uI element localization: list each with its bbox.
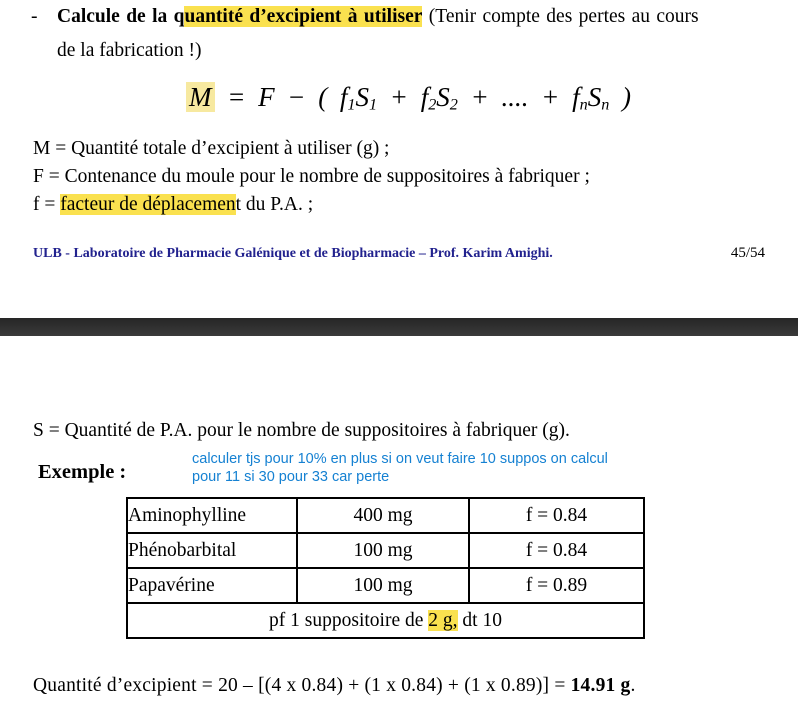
annotation-line-1: calculer tjs pour 10% en plus si on veut faire 10 suppos on calcul <box>192 451 608 467</box>
table-footer-post: dt 10 <box>457 609 502 631</box>
table-footer-pre: pf 1 suppositoire de <box>269 609 429 631</box>
cell-factor: f = 0.84 <box>469 498 644 533</box>
cell-substance: Aminophylline <box>127 498 297 533</box>
heading-tail: (Tenir compte des pertes au cours <box>422 6 699 27</box>
formula-m: M <box>186 82 215 112</box>
cell-dose: 100 mg <box>297 568 469 603</box>
definition-f-capacity: F = Contenance du moule pour le nombre de suppositoires à fabriquer ; <box>33 166 590 187</box>
definition-f-factor-post: t du P.A. ; <box>235 194 314 215</box>
table-row <box>127 533 644 568</box>
page-number: 45/54 <box>730 245 765 261</box>
table-footer-row <box>127 603 644 638</box>
result-period: . <box>630 675 636 696</box>
exemple-label: Exemple : <box>38 461 127 483</box>
annotation-line-2: pour 11 si 30 pour 33 car perte <box>192 468 390 485</box>
definition-f-factor-highlight: facteur de déplacemen <box>60 194 236 215</box>
heading-highlight: uantité d’excipient à utiliser <box>184 6 423 27</box>
cell-substance: Papavérine <box>127 568 297 603</box>
excipient-table <box>126 497 645 639</box>
cell-factor: f = 0.89 <box>469 568 644 603</box>
table-footer-highlight: 2 g, <box>428 609 458 631</box>
cell-dose: 100 mg <box>297 533 469 568</box>
heading-line-1 <box>57 6 765 28</box>
cell-factor: f = 0.84 <box>469 533 644 568</box>
heading-line-2: de la fabrication !) <box>57 40 202 61</box>
result-line <box>33 675 636 697</box>
slide-divider-bar <box>0 318 798 336</box>
definition-f-factor-pre: f = <box>33 194 61 215</box>
definition-s: S = Quantité de P.A. pour le nombre de suppositoires à fabriquer (g). <box>33 420 570 441</box>
definition-f-factor <box>33 194 313 216</box>
result-pre: Quantité d’excipient = 20 – [(4 x 0.84) + (1 x 0.84) + (1 x 0.89)] = <box>33 675 571 696</box>
table-row <box>127 568 644 603</box>
footer-credit-text: ULB - Laboratoire de Pharmacie Galénique et de Biopharmacie – Prof. Karim Amighi. <box>33 246 553 261</box>
bullet-dash: - <box>31 6 38 27</box>
cell-dose: 400 mg <box>297 498 469 533</box>
excipient-formula <box>186 82 631 115</box>
formula-rest: = F − ( f1S1 + f2S2 + .... + fnSn ) <box>214 82 631 114</box>
definition-m: M = Quantité totale d’excipient à utiliser (g) ; <box>33 138 390 159</box>
heading-bold-pre: Calcule de la q <box>57 6 185 27</box>
table-row <box>127 498 644 533</box>
cell-substance: Phénobarbital <box>127 533 297 568</box>
result-bold: 14.91 g <box>570 675 631 696</box>
table-footer-cell <box>127 603 644 638</box>
handwritten-annotation <box>192 451 608 486</box>
slide-footer <box>33 245 765 262</box>
